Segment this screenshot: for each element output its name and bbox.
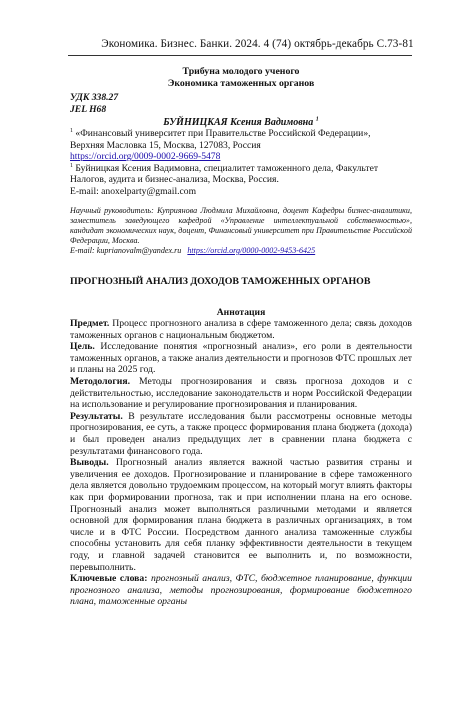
author-note-mark: 1 bbox=[70, 162, 73, 169]
running-header: Экономика. Бизнес. Банки. 2024. 4 (74) октябрь-декабрь С.73-81 bbox=[101, 38, 414, 50]
udk-code: УДК 338.27 bbox=[70, 92, 119, 103]
classification-codes bbox=[70, 92, 412, 115]
results-label: Результаты. bbox=[70, 410, 123, 422]
keywords-label: Ключевые слова: bbox=[70, 573, 148, 585]
paper-title: ПРОГНОЗНЫЙ АНАЛИЗ ДОХОДОВ ТАМОЖЕННЫХ ОРГАНОВ bbox=[70, 276, 371, 288]
author-footnote-mark: 1 bbox=[315, 116, 319, 123]
abstract-heading: Аннотация bbox=[216, 307, 266, 319]
affiliation-org bbox=[70, 128, 412, 140]
author-note-text: Буйницкая Ксения Вадимовна, специалитет таможенного дела, Факультет Налогов, аудита и бизнес-анализа, Москва, Россия. bbox=[70, 162, 379, 186]
methodology-text: Методы прогнозирования и связь прогноза доходов и с действительностью, исследование законодательств и норм Российской Федерации на использование и регулирование прогнозирования и планирования. bbox=[70, 376, 412, 411]
author-email: E-mail: anoxelparty@gmail.com bbox=[70, 185, 197, 197]
author-orcid-link[interactable]: https://orcid.org/0009-0002-9669-5478 bbox=[70, 151, 221, 163]
abstract-goal bbox=[70, 341, 412, 376]
abstract-conclusions bbox=[70, 457, 412, 573]
author-name bbox=[70, 117, 412, 128]
section-line-2: Экономика таможенных органов bbox=[167, 78, 315, 89]
affiliation-address: Верхняя Масловка 15, Москва, 127083, Россия bbox=[70, 139, 261, 151]
author-name-text: БУЙНИЦКАЯ Ксения Вадимовна bbox=[163, 117, 314, 128]
conclusions-label: Выводы. bbox=[70, 457, 109, 469]
subject-text: Процесс прогнозного анализа в сфере таможенного дела; связь доходов таможенных органов с национальным бюджетом. bbox=[70, 318, 412, 341]
supervisor-orcid-link[interactable]: https://orcid.org/0000-0002-9453-6425 bbox=[187, 245, 316, 255]
abstract-results bbox=[70, 411, 412, 457]
results-text: В результате исследования были рассмотрены основные методы прогнозирования, ее суть, а также процесс формирования плана бюджета (дохода) и был проведен анализ предыдущих лет в сравнении плана бюджета с результатами финансового года. bbox=[70, 410, 412, 457]
abstract-keywords bbox=[70, 573, 412, 608]
affiliation bbox=[70, 128, 412, 198]
author-note bbox=[70, 163, 412, 186]
goal-text: Исследование понятия «прогнозный анализ», его роли в деятельности таможенных органов, а также анализ деятельности и прогнозов ФТС прошлых лет и планы на 2025 год. bbox=[70, 341, 412, 376]
abstract-subject bbox=[70, 318, 412, 341]
abstract-methodology bbox=[70, 376, 412, 411]
affiliation-org-text: «Финансовый университет при Правительстве Российской Федерации», bbox=[73, 128, 371, 139]
affiliation-mark: 1 bbox=[70, 127, 73, 134]
goal-label: Цель. bbox=[70, 341, 95, 353]
methodology-label: Методология. bbox=[70, 376, 131, 387]
jel-code: JEL H68 bbox=[70, 103, 107, 115]
supervisor-text: Научный руководитель: Куприянова Людмила Михайловна, доцент Кафедры бизнес-аналитики, заместитель заведующего кафедрой «Управление интеллектуальной собственностью», кандидат экономических наук, доцент, Финансовый университет при Правительстве Российской Федерации, Москва. bbox=[70, 205, 412, 245]
section-heading bbox=[70, 66, 412, 90]
conclusions-text: Прогнозный анализ является важной частью развития страны и увеличения ее доходов. Прогнозирование и планирование в сфере таможенного дела является довольно трудоемким процессом, на который могут влиять факторы как при формировании прогноза, так и при исполнении плана на его основе. Прогнозный анализ может выполняться различными методами и является основной для формирования плана бюджета в различных организациях, в том числе и в ФТС России. Посредством данного анализа таможенные службы способны установить для себя планку эффективности деятельности в текущем году, и главной задачей становится ее выполнить и, по возможности, перевыполнить. bbox=[70, 457, 412, 573]
subject-label: Предмет. bbox=[70, 318, 110, 330]
header-rule bbox=[68, 55, 412, 56]
supervisor-block bbox=[70, 206, 412, 256]
keywords-text: прогнозный анализ, ФТС, бюджетное планирование, функции прогнозного анализа, методы прогнозирования, формирование бюджетного плана, таможенные органы bbox=[70, 573, 412, 608]
section-line-1: Трибуна молодого ученого bbox=[182, 66, 300, 77]
article-column bbox=[70, 66, 412, 608]
supervisor-email: E-mail: kuprianovalm@yandex.ru bbox=[70, 245, 182, 255]
